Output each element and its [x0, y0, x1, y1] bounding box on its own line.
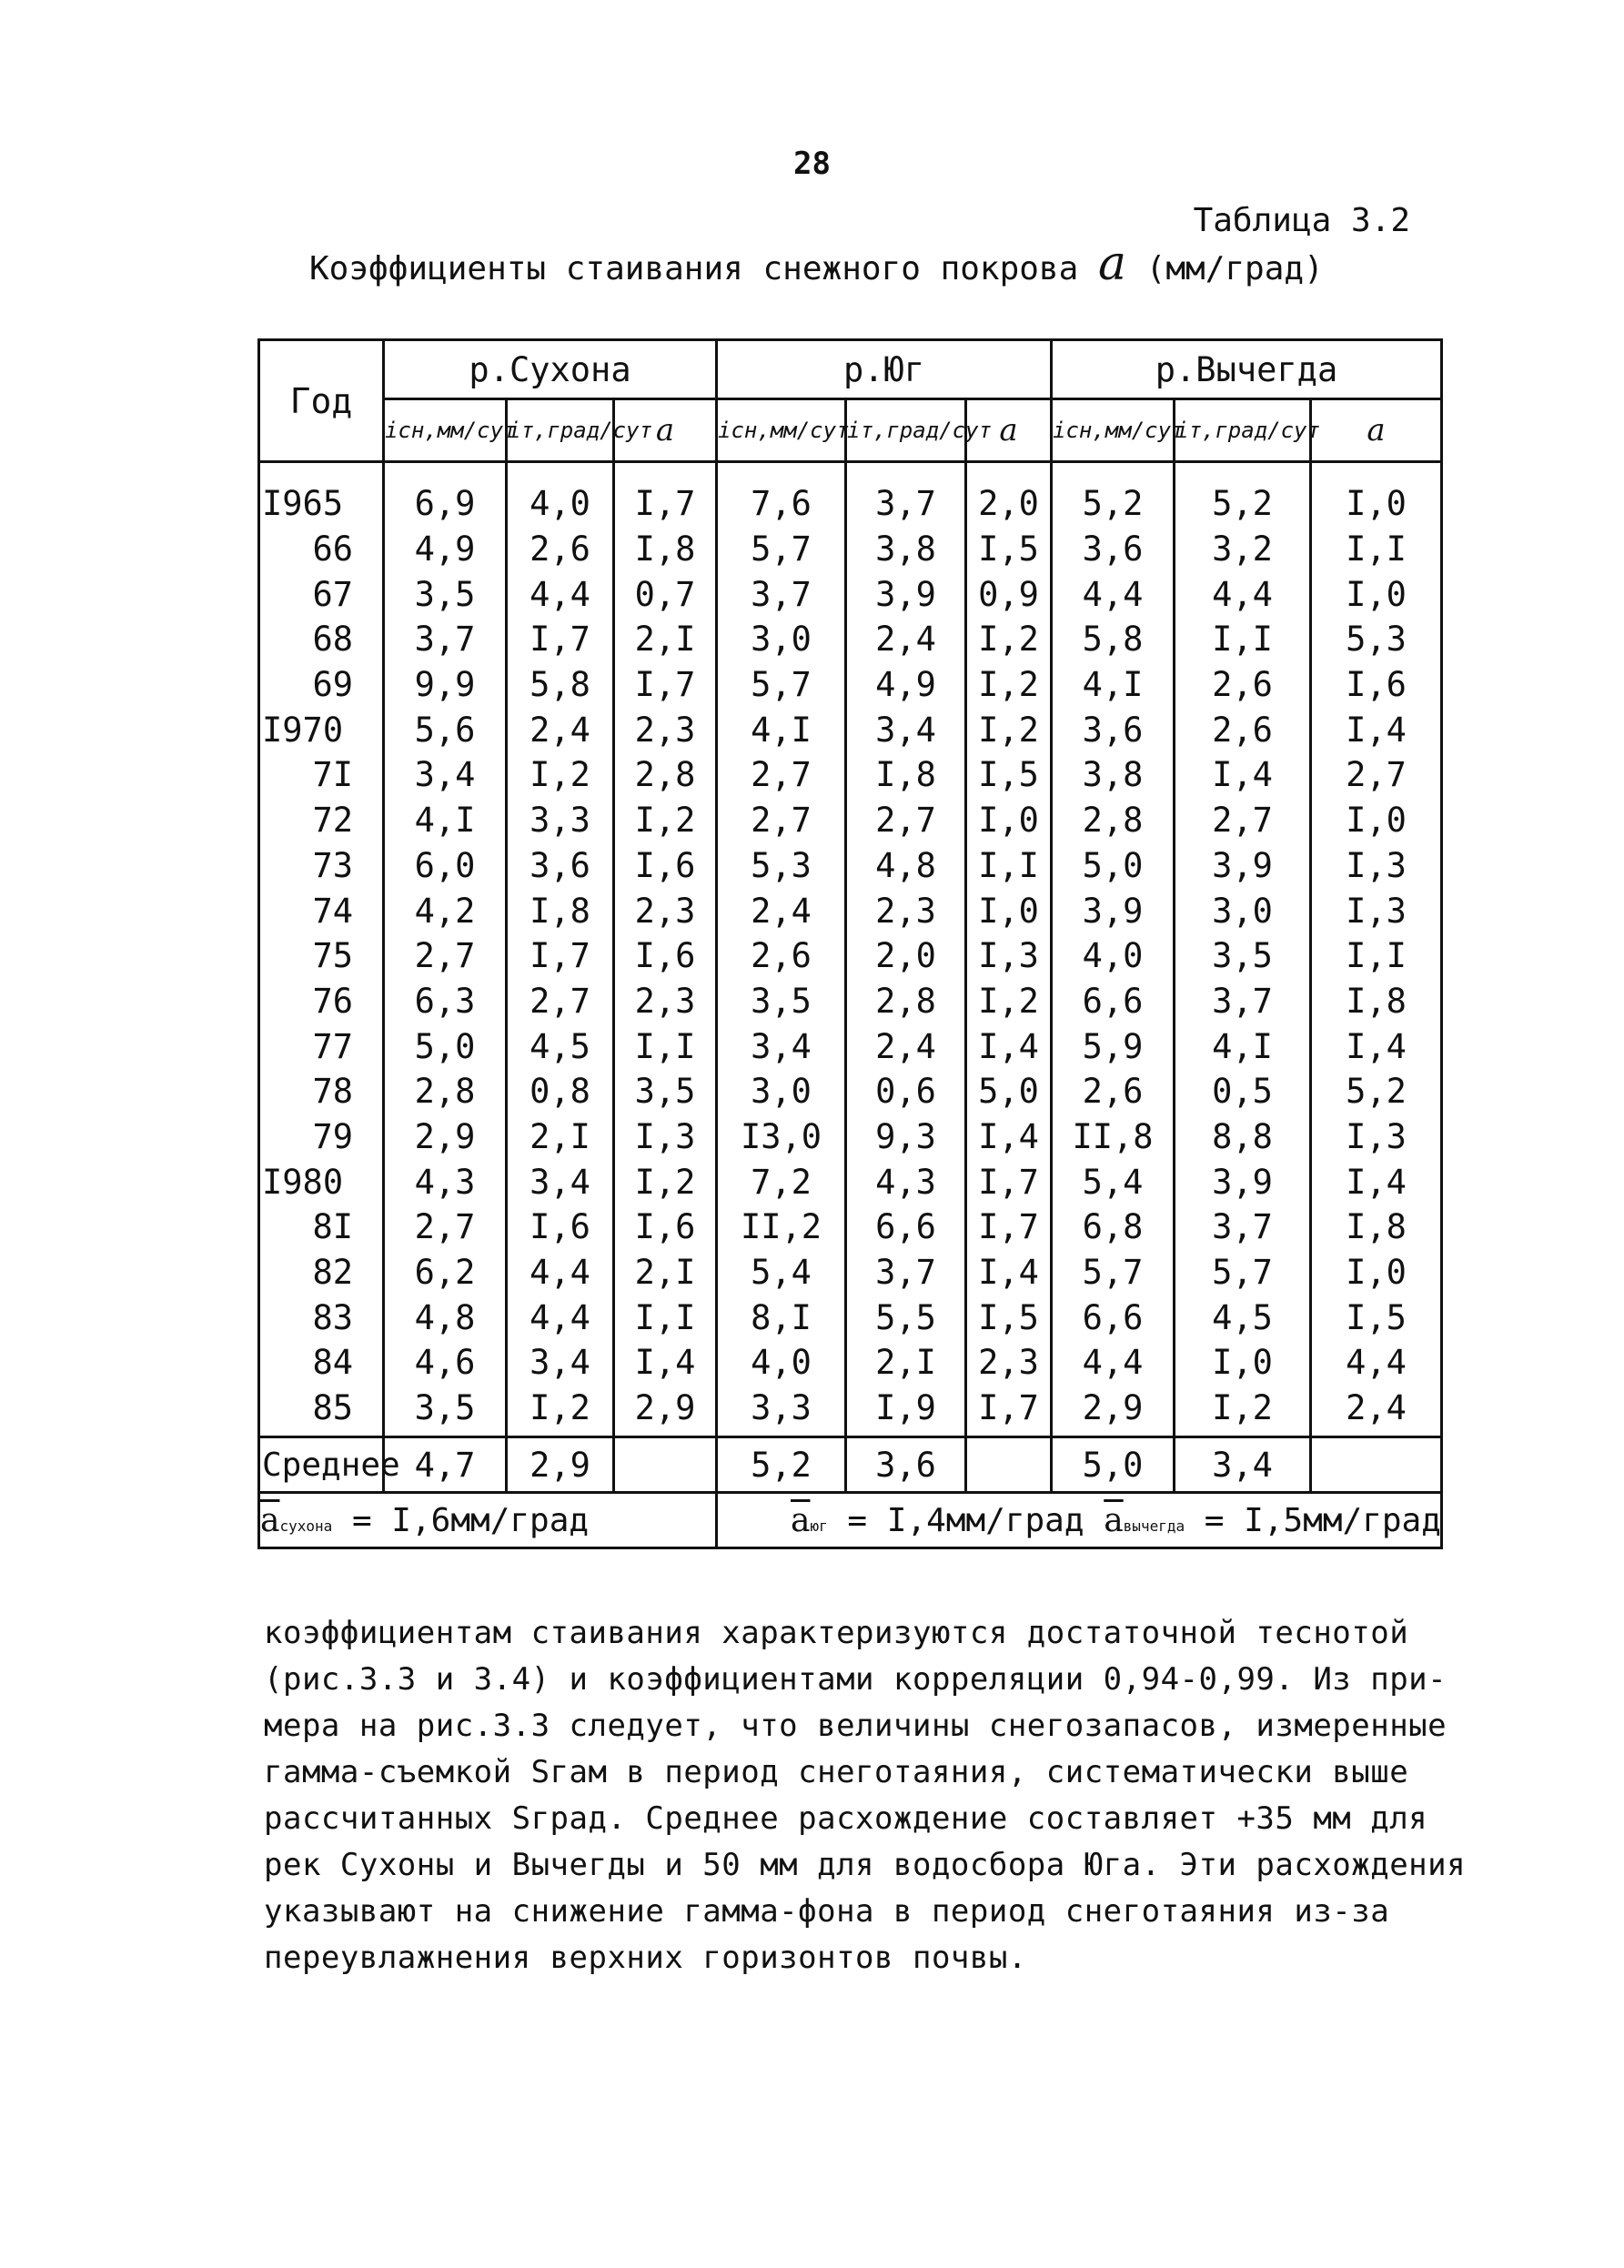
value-cell: 6,3	[384, 979, 507, 1024]
value-cell: 4,4	[1311, 1340, 1442, 1386]
value-cell: 2,3	[614, 979, 717, 1024]
value-cell: I,7	[966, 1386, 1052, 1437]
value-cell: I,4	[614, 1340, 717, 1386]
value-cell: I,5	[966, 527, 1052, 572]
value-cell: I3,0	[717, 1114, 846, 1160]
body-text-line: указывают на снижение гамма-фона в период снеготаяния из-за	[264, 1893, 1390, 1930]
value-cell: 3,5	[384, 571, 507, 617]
value-cell: 5,5	[846, 1295, 966, 1340]
title-units: (мм/град)	[1145, 250, 1324, 287]
average-cell: 3,4	[1175, 1437, 1311, 1493]
value-cell: 5,7	[1052, 1250, 1175, 1295]
value-cell: I,5	[966, 752, 1052, 798]
subheader-a: a	[1311, 399, 1442, 462]
value-cell: 2,6	[507, 527, 614, 572]
value-cell: I,4	[966, 1023, 1052, 1069]
value-cell: I,8	[846, 752, 966, 798]
value-cell: I,I	[1175, 617, 1311, 662]
value-cell: I,I	[614, 1023, 717, 1069]
subheader-a: a	[966, 399, 1052, 462]
average-cell: 5,0	[1052, 1437, 1175, 1493]
value-cell: 4,5	[1175, 1295, 1311, 1340]
value-cell: 2,0	[966, 462, 1052, 527]
value-cell: 2,9	[384, 1114, 507, 1160]
average-cell: 2,9	[507, 1437, 614, 1493]
value-cell: 2,0	[846, 933, 966, 979]
value-cell: I,4	[1311, 1023, 1442, 1069]
body-text	[264, 1610, 1467, 1981]
year-cell: 82	[259, 1250, 384, 1295]
subheader-it: iт,град/сут	[846, 399, 966, 462]
value-cell: 7,2	[717, 1159, 846, 1205]
river-header-vychegda: р.Вычегда	[1052, 340, 1442, 399]
value-cell: 2,4	[846, 617, 966, 662]
year-cell: 68	[259, 617, 384, 662]
average-cell	[614, 1437, 717, 1493]
value-cell: 4,4	[507, 571, 614, 617]
value-cell: I,2	[1175, 1386, 1311, 1437]
value-cell: 3,6	[1052, 707, 1175, 752]
value-cell: 3,8	[1052, 752, 1175, 798]
value-cell: 4,8	[846, 843, 966, 889]
value-cell: I,2	[966, 617, 1052, 662]
value-cell: 3,9	[1175, 1159, 1311, 1205]
value-cell: I,6	[614, 933, 717, 979]
value-cell: 6,9	[384, 462, 507, 527]
value-cell: I,4	[1311, 707, 1442, 752]
average-row	[259, 1437, 1442, 1493]
value-cell: I,3	[1311, 843, 1442, 889]
table-title	[309, 237, 1324, 291]
year-cell: I980	[259, 1159, 384, 1205]
value-cell: I,0	[1311, 462, 1442, 527]
value-cell: 3,7	[384, 617, 507, 662]
value-cell: I,0	[1311, 1250, 1442, 1295]
value-cell: I,6	[614, 1205, 717, 1250]
value-cell: 6,2	[384, 1250, 507, 1295]
value-cell: 5,7	[1175, 1250, 1311, 1295]
year-cell: 76	[259, 979, 384, 1024]
value-cell: I,2	[507, 1386, 614, 1437]
value-cell: 2,7	[507, 979, 614, 1024]
value-cell: 2,4	[717, 888, 846, 933]
average-cell	[966, 1437, 1052, 1493]
value-cell: 4,I	[1175, 1023, 1311, 1069]
value-cell: 2,4	[846, 1023, 966, 1069]
subheader-a: a	[614, 399, 717, 462]
value-cell: I,2	[966, 979, 1052, 1024]
value-cell: 3,7	[846, 1250, 966, 1295]
value-cell: I,7	[966, 1205, 1052, 1250]
river-header-yug: р.Юг	[717, 340, 1052, 399]
value-cell: 4,0	[1052, 933, 1175, 979]
value-cell: 3,4	[717, 1023, 846, 1069]
body-text-line: гамма-съемкой Sгам в период снеготаяния, систематически выше	[264, 1754, 1409, 1790]
value-cell: 2,8	[846, 979, 966, 1024]
value-cell: 0,5	[1175, 1069, 1311, 1114]
value-cell: 2,7	[717, 798, 846, 843]
value-cell: 4,4	[507, 1250, 614, 1295]
value-cell: 2,6	[717, 933, 846, 979]
subheader-it: iт,град/сут	[1175, 399, 1311, 462]
average-cell	[1311, 1437, 1442, 1493]
subheader-isn: iсн,мм/сут	[717, 399, 846, 462]
value-cell: 0,9	[966, 571, 1052, 617]
value-cell: 2,3	[614, 707, 717, 752]
value-cell: 2,3	[846, 888, 966, 933]
value-cell: 8,I	[717, 1295, 846, 1340]
table-row	[259, 1159, 1442, 1205]
value-cell: 4,4	[1052, 571, 1175, 617]
value-cell: I,4	[966, 1250, 1052, 1295]
value-cell: 4,0	[507, 462, 614, 527]
value-cell: II,2	[717, 1205, 846, 1250]
value-cell: 2,3	[966, 1340, 1052, 1386]
value-cell: I,2	[507, 752, 614, 798]
value-cell: 4,6	[384, 1340, 507, 1386]
value-cell: I,I	[966, 843, 1052, 889]
year-cell: 69	[259, 662, 384, 708]
year-cell: I970	[259, 707, 384, 752]
value-cell: I,8	[1311, 1205, 1442, 1250]
table-row	[259, 1250, 1442, 1295]
value-cell: 3,4	[507, 1159, 614, 1205]
value-cell: 2,8	[384, 1069, 507, 1114]
value-cell: 3,0	[717, 1069, 846, 1114]
value-cell: 4,9	[846, 662, 966, 708]
mean-value: = I,4мм/град	[847, 1501, 1084, 1539]
body-text-line: переувлажнения верхних горизонтов почвы.	[264, 1940, 1027, 1976]
year-cell: 72	[259, 798, 384, 843]
year-cell: 8I	[259, 1205, 384, 1250]
value-cell: I,8	[507, 888, 614, 933]
value-cell: 5,2	[1311, 1069, 1442, 1114]
value-cell: 8,8	[1175, 1114, 1311, 1160]
value-cell: 4,3	[846, 1159, 966, 1205]
table-label: Таблица 3.2	[1193, 202, 1410, 239]
value-cell: 2,3	[614, 888, 717, 933]
year-cell: 7I	[259, 752, 384, 798]
value-cell: 5,2	[1052, 462, 1175, 527]
value-cell: 3,8	[846, 527, 966, 572]
year-cell: 74	[259, 888, 384, 933]
table-row	[259, 662, 1442, 708]
value-cell: I,3	[1311, 888, 1442, 933]
table-row	[259, 1205, 1442, 1250]
value-cell: 4,4	[1175, 571, 1311, 617]
year-cell: 78	[259, 1069, 384, 1114]
melt-coefficient-table	[257, 338, 1443, 1549]
value-cell: 2,4	[1311, 1386, 1442, 1437]
value-cell: I,2	[614, 798, 717, 843]
mean-symbol: $\overline{a}$	[791, 1501, 811, 1539]
value-cell: 3,6	[507, 843, 614, 889]
value-cell: 5,0	[384, 1023, 507, 1069]
value-cell: I,I	[1311, 527, 1442, 572]
value-cell: I,7	[614, 462, 717, 527]
mean-value: = I,5мм/град	[1204, 1501, 1441, 1539]
value-cell: 5,8	[1052, 617, 1175, 662]
value-cell: 3,5	[1175, 933, 1311, 979]
value-cell: 3,6	[1052, 527, 1175, 572]
river-header-sukhona: р.Сухона	[384, 340, 717, 399]
year-header: Год	[259, 340, 384, 462]
value-cell: I,3	[966, 933, 1052, 979]
value-cell: I,3	[1311, 1114, 1442, 1160]
value-cell: 2,I	[507, 1114, 614, 1160]
value-cell: 6,6	[846, 1205, 966, 1250]
value-cell: 4,I	[384, 798, 507, 843]
body-text-line: (рис.3.3 и 3.4) и коэффициентами корреляции 0,94-0,99. Из при-	[264, 1661, 1447, 1698]
table-row	[259, 1023, 1442, 1069]
year-cell: 84	[259, 1340, 384, 1386]
value-cell: II,8	[1052, 1114, 1175, 1160]
value-cell: 2,I	[614, 1250, 717, 1295]
value-cell: 6,6	[1052, 1295, 1175, 1340]
value-cell: 6,0	[384, 843, 507, 889]
value-cell: 9,3	[846, 1114, 966, 1160]
value-cell: I,2	[966, 707, 1052, 752]
table-row	[259, 1386, 1442, 1437]
value-cell: 5,0	[1052, 843, 1175, 889]
value-cell: 3,5	[717, 979, 846, 1024]
year-cell: 83	[259, 1295, 384, 1340]
table-title-text: Коэффициенты стаивания снежного покрова	[309, 250, 1079, 287]
value-cell: I,6	[1311, 662, 1442, 708]
table-row	[259, 617, 1442, 662]
value-cell: I,4	[966, 1114, 1052, 1160]
table-row	[259, 933, 1442, 979]
value-cell: I,8	[1311, 979, 1442, 1024]
value-cell: I,7	[966, 1159, 1052, 1205]
value-cell: I,3	[614, 1114, 717, 1160]
value-cell: 2,I	[614, 617, 717, 662]
value-cell: 3,5	[384, 1386, 507, 1437]
value-cell: 3,9	[846, 571, 966, 617]
mean-value: = I,6мм/град	[351, 1501, 590, 1539]
value-cell: 6,6	[1052, 979, 1175, 1024]
value-cell: 3,3	[507, 798, 614, 843]
year-cell: 66	[259, 527, 384, 572]
value-cell: I,2	[614, 1159, 717, 1205]
value-cell: 3,3	[717, 1386, 846, 1437]
average-cell: 3,6	[846, 1437, 966, 1493]
value-cell: 3,2	[1175, 527, 1311, 572]
value-cell: 2,8	[1052, 798, 1175, 843]
value-cell: 4,4	[507, 1295, 614, 1340]
value-cell: I,6	[614, 843, 717, 889]
value-cell: 3,7	[717, 571, 846, 617]
value-cell: 3,9	[1175, 843, 1311, 889]
value-cell: 2,7	[1311, 752, 1442, 798]
value-cell: 5,0	[966, 1069, 1052, 1114]
year-cell: 67	[259, 571, 384, 617]
value-cell: 5,7	[717, 527, 846, 572]
value-cell: 2,9	[1052, 1386, 1175, 1437]
value-cell: 4,3	[384, 1159, 507, 1205]
value-cell: 2,8	[614, 752, 717, 798]
value-cell: I,8	[614, 527, 717, 572]
table-row	[259, 1069, 1442, 1114]
value-cell: 5,3	[1311, 617, 1442, 662]
subheader-isn: iсн,мм/сут	[1052, 399, 1175, 462]
mean-sukhona	[259, 1493, 717, 1548]
value-cell: 2,6	[1175, 707, 1311, 752]
value-cell: 4,4	[1052, 1340, 1175, 1386]
value-cell: 5,8	[507, 662, 614, 708]
value-cell: 3,4	[384, 752, 507, 798]
table-row	[259, 571, 1442, 617]
mean-symbol: $\overline{a}$	[1104, 1501, 1124, 1539]
mean-coefficient-row	[259, 1493, 1442, 1548]
value-cell: 4,0	[717, 1340, 846, 1386]
body-text-line: рек Сухоны и Вычегды и 50 мм для водосбора Юга. Эти расхождения	[264, 1847, 1467, 1883]
value-cell: 3,7	[846, 462, 966, 527]
table-body	[259, 462, 1442, 1437]
table-row	[259, 888, 1442, 933]
table-row	[259, 798, 1442, 843]
value-cell: I,6	[507, 1205, 614, 1250]
value-cell: 3,9	[1052, 888, 1175, 933]
value-cell: I,0	[1311, 571, 1442, 617]
table-row	[259, 843, 1442, 889]
value-cell: 2,7	[846, 798, 966, 843]
table-row	[259, 1340, 1442, 1386]
page-number: 28	[793, 146, 831, 182]
value-cell: 3,7	[1175, 979, 1311, 1024]
value-cell: 5,9	[1052, 1023, 1175, 1069]
body-text-line: рассчитанных Sград. Среднее расхождение составляет +35 мм для	[264, 1800, 1428, 1837]
average-label: Среднее	[259, 1437, 384, 1493]
value-cell: 2,7	[717, 752, 846, 798]
value-cell: I,0	[966, 888, 1052, 933]
value-cell: 3,5	[614, 1069, 717, 1114]
value-cell: 4,I	[1052, 662, 1175, 708]
year-cell: 73	[259, 843, 384, 889]
value-cell: 2,4	[507, 707, 614, 752]
year-cell: 79	[259, 1114, 384, 1160]
mean-yug-vychegda	[717, 1493, 1442, 1548]
value-cell: 2,6	[1175, 662, 1311, 708]
body-text-line: коэффициентам стаивания характеризуются достаточной теснотой	[264, 1615, 1409, 1651]
value-cell: 4,5	[507, 1023, 614, 1069]
value-cell: 5,4	[1052, 1159, 1175, 1205]
value-cell: 5,7	[717, 662, 846, 708]
table-row	[259, 1295, 1442, 1340]
value-cell: 3,0	[1175, 888, 1311, 933]
table-row	[259, 707, 1442, 752]
value-cell: 3,0	[717, 617, 846, 662]
value-cell: I,0	[1175, 1340, 1311, 1386]
mean-subscript: сухона	[279, 1517, 333, 1535]
value-cell: 4,I	[717, 707, 846, 752]
value-cell: 4,2	[384, 888, 507, 933]
value-cell: I,4	[1175, 752, 1311, 798]
value-cell: 2,I	[846, 1340, 966, 1386]
year-cell: I965	[259, 462, 384, 527]
value-cell: 4,8	[384, 1295, 507, 1340]
subheader-isn: iсн,мм/сут	[384, 399, 507, 462]
value-cell: 5,2	[1175, 462, 1311, 527]
average-cell: 4,7	[384, 1437, 507, 1493]
value-cell: 3,4	[507, 1340, 614, 1386]
value-cell: 6,8	[1052, 1205, 1175, 1250]
value-cell: I,0	[966, 798, 1052, 843]
value-cell: 3,4	[846, 707, 966, 752]
value-cell: 0,8	[507, 1069, 614, 1114]
value-cell: 2,9	[614, 1386, 717, 1437]
value-cell: 0,6	[846, 1069, 966, 1114]
value-cell: 0,7	[614, 571, 717, 617]
table-row	[259, 527, 1442, 572]
value-cell: 7,6	[717, 462, 846, 527]
value-cell: 2,7	[384, 933, 507, 979]
value-cell: I,9	[846, 1386, 966, 1437]
value-cell: 3,7	[1175, 1205, 1311, 1250]
subheader-it: iт,град/сут	[507, 399, 614, 462]
mean-subscript: вычегда	[1123, 1517, 1185, 1535]
mean-subscript: юг	[810, 1517, 828, 1535]
value-cell: I,0	[1311, 798, 1442, 843]
value-cell: I,5	[966, 1295, 1052, 1340]
mean-symbol: $\overline{a}$	[260, 1501, 280, 1539]
value-cell: 4,9	[384, 527, 507, 572]
table-row	[259, 462, 1442, 527]
value-cell: 5,3	[717, 843, 846, 889]
year-cell: 75	[259, 933, 384, 979]
value-cell: I,5	[1311, 1295, 1442, 1340]
value-cell: 9,9	[384, 662, 507, 708]
value-cell: 2,6	[1052, 1069, 1175, 1114]
value-cell: I,2	[966, 662, 1052, 708]
value-cell: I,7	[614, 662, 717, 708]
table-row	[259, 979, 1442, 1024]
value-cell: 2,7	[384, 1205, 507, 1250]
value-cell: I,4	[1311, 1159, 1442, 1205]
value-cell: I,7	[507, 617, 614, 662]
value-cell: 2,7	[1175, 798, 1311, 843]
average-cell: 5,2	[717, 1437, 846, 1493]
table-row	[259, 752, 1442, 798]
table-row	[259, 1114, 1442, 1160]
value-cell: I,I	[614, 1295, 717, 1340]
year-cell: 77	[259, 1023, 384, 1069]
value-cell: 5,6	[384, 707, 507, 752]
value-cell: I,I	[1311, 933, 1442, 979]
value-cell: 5,4	[717, 1250, 846, 1295]
title-symbol: a	[1097, 237, 1126, 291]
body-text-line: мера на рис.3.3 следует, что величины снегозапасов, измеренные	[264, 1708, 1447, 1744]
year-cell: 85	[259, 1386, 384, 1437]
value-cell: I,7	[507, 933, 614, 979]
